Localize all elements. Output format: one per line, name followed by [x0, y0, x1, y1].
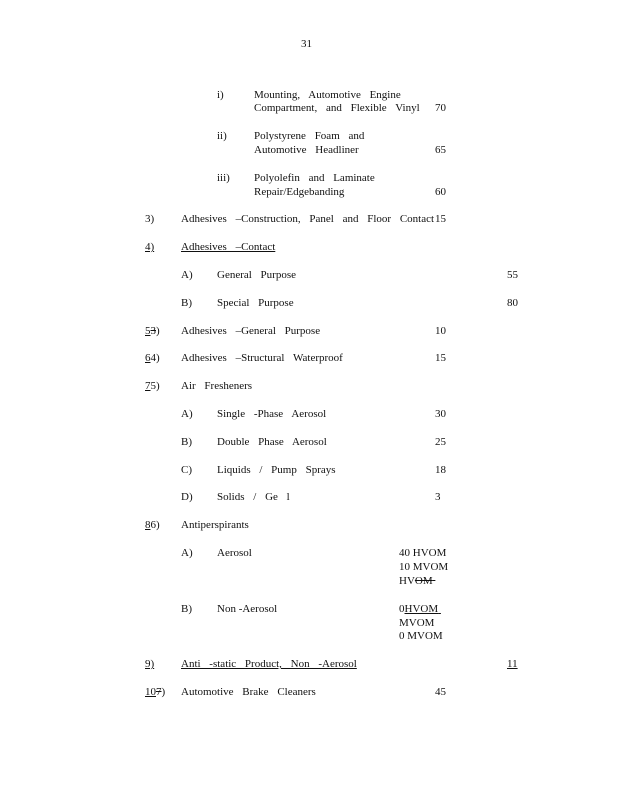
sub-value: 3: [435, 491, 441, 503]
sub-letter: A): [181, 269, 193, 281]
number-old: 4): [150, 352, 160, 364]
item-label: Adhesives –Construction, Panel and Floor Contact: [181, 213, 435, 225]
sub-letter: C): [181, 464, 192, 476]
sub-label: Single -Phase Aerosol: [217, 408, 327, 420]
voc-value: [399, 602, 472, 616]
sub-label: Special Purpose: [217, 297, 294, 309]
sub-item-value: 65: [435, 144, 446, 156]
number-inserted: 10: [145, 686, 156, 698]
sub-letter: B): [181, 603, 192, 615]
sub-value: 25: [435, 436, 446, 448]
voc-value: 10 MVOM: [399, 561, 449, 573]
sub-value: 80: [507, 297, 518, 309]
sub-item-line2: Repair/Edgebanding: [254, 186, 345, 198]
item-number: [145, 685, 165, 699]
item-value: 15: [435, 213, 446, 225]
number-inserted: 5: [145, 325, 151, 337]
sub-item-line2: Compartment, and Flexible Vinyl: [254, 102, 420, 114]
item-value: 15: [435, 352, 446, 364]
sub-item-line1: Polyolefin and Laminate: [254, 172, 375, 184]
sub-value: 30: [435, 408, 446, 420]
voc-value: 0 MVOM: [399, 630, 443, 642]
number-paren: ): [156, 325, 160, 337]
item-number: 3): [145, 213, 155, 225]
sub-item-num: iii): [217, 172, 230, 184]
number-inserted: 6: [145, 352, 151, 364]
number-old: 5): [150, 380, 160, 392]
sub-item-num: ii): [217, 130, 227, 142]
sub-label: Liquids / Pump Sprays: [217, 464, 336, 476]
sub-label: General Purpose: [217, 269, 297, 281]
item-label: Adhesives –Contact: [181, 241, 276, 253]
number-deleted: 7: [156, 686, 162, 698]
item-label: Anti -static Product, Non -Aerosol: [181, 658, 357, 670]
item-number: [145, 518, 160, 532]
voc-kept: HV: [399, 575, 415, 587]
voc-deleted-tail: [433, 574, 459, 588]
sub-item-num: i): [217, 89, 224, 101]
item-number: [145, 324, 160, 338]
sub-letter: B): [181, 297, 192, 309]
sub-label: Double Phase Aerosol: [217, 436, 327, 448]
number-inserted: 8: [145, 519, 151, 531]
sub-value: 18: [435, 464, 446, 476]
voc-deleted: OM: [414, 575, 433, 587]
sub-label: Solids / Ge l: [217, 491, 290, 503]
item-number: [145, 379, 160, 393]
voc-value: MVOM: [399, 617, 435, 629]
sub-label: Aerosol: [217, 547, 252, 559]
sub-letter: A): [181, 408, 193, 420]
number-inserted: 7: [145, 380, 151, 392]
item-label: Antiperspirants: [181, 519, 249, 531]
item-label: Automotive Brake Cleaners: [181, 686, 316, 698]
sub-item-value: 70: [435, 102, 446, 114]
sub-item-line1: Polystyrene Foam and: [254, 130, 365, 142]
item-label: Air Fresheners: [181, 380, 253, 392]
sub-letter: D): [181, 491, 193, 503]
item-number: [145, 351, 160, 365]
sub-label: Non -Aerosol: [217, 603, 278, 615]
item-label: Adhesives –General Purpose: [181, 325, 321, 337]
item-label: Adhesives –Structural Waterproof: [181, 352, 343, 364]
number-old: 6): [150, 519, 160, 531]
voc-inserted-tail: [438, 602, 472, 616]
item-number: 9): [145, 658, 155, 670]
sub-item-line2: Automotive Headliner: [254, 144, 359, 156]
item-value: 11: [507, 658, 518, 670]
sub-item-value: 60: [435, 186, 446, 198]
sub-letter: A): [181, 547, 193, 559]
voc-kept: 0: [399, 603, 405, 615]
voc-value: [399, 574, 459, 588]
sub-value: 55: [507, 269, 518, 281]
voc-value: 40 HVOM: [399, 547, 447, 559]
sub-item-line1: Mounting, Automotive Engine: [254, 89, 401, 101]
item-value: 45: [435, 686, 446, 698]
item-number: 4): [145, 241, 155, 253]
item-value: 10: [435, 325, 446, 337]
number-deleted: 3: [150, 325, 156, 337]
page-number: 31: [301, 38, 312, 50]
number-paren: ): [161, 686, 166, 698]
voc-inserted: HVOM: [404, 603, 439, 615]
sub-letter: B): [181, 436, 192, 448]
